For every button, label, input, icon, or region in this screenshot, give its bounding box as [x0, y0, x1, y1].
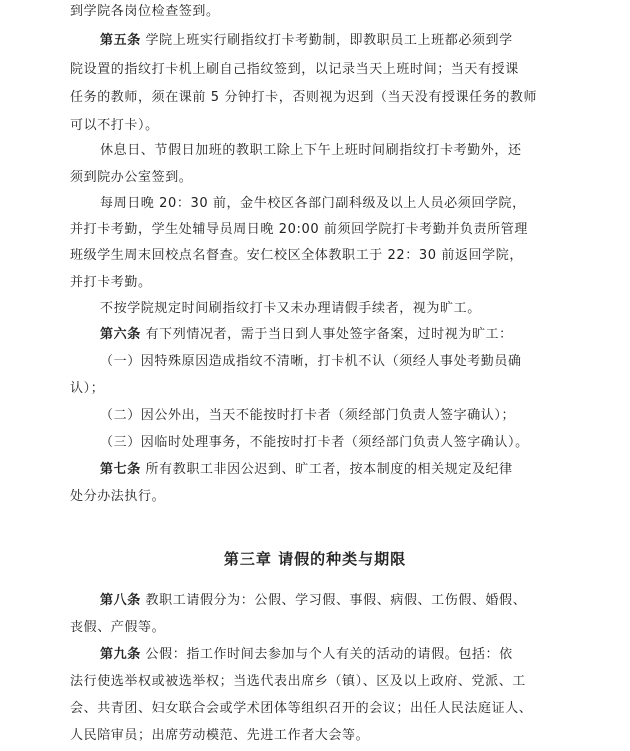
text-line: [70, 728, 590, 744]
line-text: 丧假、产假等。: [70, 620, 166, 635]
list-item: [100, 408, 590, 424]
line-text: 法行使选举权或被选举权；当选代表出席乡（镇）、区及以上政府、党派、工: [70, 674, 526, 689]
article-label: 第五条: [100, 33, 141, 48]
line-text: 所有教职工非因公迟到、旷工者，按本制度的相关规定及纪律: [145, 462, 513, 477]
line-text: 教职工请假分为：公假、学习假、事假、病假、工伤假、婚假、: [145, 593, 527, 608]
line-text: 认）；: [70, 381, 105, 396]
text-line: [70, 275, 590, 291]
line-text: 每周日晚 20：30 前，金牛校区各部门副科级及以上人员必须回学院，: [100, 196, 526, 211]
chapter-title: 第三章 请假的种类与期限: [223, 550, 407, 568]
article-label: 第六条: [100, 327, 141, 342]
text-line: [70, 118, 590, 134]
article-7-heading: [100, 462, 590, 478]
text-line: [70, 489, 590, 505]
line-text: 任务的教师，须在课前 5 分钟打卡，否则视为迟到（当天没有授课任务的教师: [70, 90, 538, 105]
line-text: 班级学生周末回校点名督查。安仁校区全体教职工于 22：30 前返回学院，: [70, 248, 523, 263]
line-text: 院设置的指纹打卡机上刷自己指纹签到，以记录当天上班时间；当天有授课: [70, 62, 519, 77]
line-text: 并打卡考勤，学生处辅导员周日晚 20:00 前须回学院打卡考勤并负责所管理: [70, 222, 528, 237]
article-label: 第八条: [100, 593, 141, 608]
text-line: [70, 90, 590, 106]
text-line: [70, 381, 590, 397]
line-text: （三）因临时处理事务，不能按时打卡者（须经部门负责人签字确认）。: [100, 435, 529, 450]
line-text: 人民陪审员；出席劳动模范、先进工作者大会等。: [70, 728, 370, 743]
line-text: （二）因公外出，当天不能按时打卡者（须经部门负责人签字确认）；: [100, 408, 516, 423]
article-9-heading: [100, 647, 590, 663]
line-text: 会、共青团、妇女联合会或学术团体等组织召开的会议；出任人民法庭证人、: [70, 701, 533, 716]
line-text: 到学院各岗位检查签到。: [70, 4, 220, 19]
line-text: 处分办法执行。: [70, 489, 166, 504]
list-item: [100, 354, 590, 370]
line-text: 不按学院规定时间刷指纹打卡又未办理请假手续者，视为旷工。: [100, 301, 481, 316]
line-text: 可以不打卡）。: [70, 118, 159, 133]
article-8-heading: [100, 593, 590, 609]
text-line: [70, 4, 590, 20]
line-text: 并打卡考勤。: [70, 275, 152, 290]
article-label: 第九条: [100, 647, 141, 662]
line-text: 公假：指工作时间去参加与个人有关的活动的请假。包括：依: [145, 647, 513, 662]
text-line: [100, 143, 590, 159]
article-label: 第七条: [100, 462, 141, 477]
text-line: [100, 301, 590, 317]
list-item: [100, 435, 590, 451]
line-text: 学院上班实行刷指纹打卡考勤制，即教职员工上班都必须到学: [145, 33, 513, 48]
text-line: [70, 170, 590, 186]
line-text: （一）因特殊原因造成指纹不清晰，打卡机不认（须经人事处考勤员确: [100, 354, 522, 369]
text-line: [70, 701, 590, 717]
text-line: [100, 196, 590, 212]
text-line: [70, 674, 590, 690]
text-line: [70, 248, 590, 264]
text-line: [70, 222, 590, 238]
article-6-heading: [100, 327, 590, 343]
line-text: 须到院办公室签到。: [70, 170, 193, 185]
line-text: 有下列情况者，需于当日到人事处签字备案，过时视为旷工：: [145, 327, 513, 342]
line-text: 休息日、节假日加班的教职工除上下午上班时间刷指纹打卡考勤外，还: [100, 143, 522, 158]
article-5-heading: [100, 33, 590, 49]
text-line: [70, 620, 590, 636]
text-line: [70, 62, 590, 78]
